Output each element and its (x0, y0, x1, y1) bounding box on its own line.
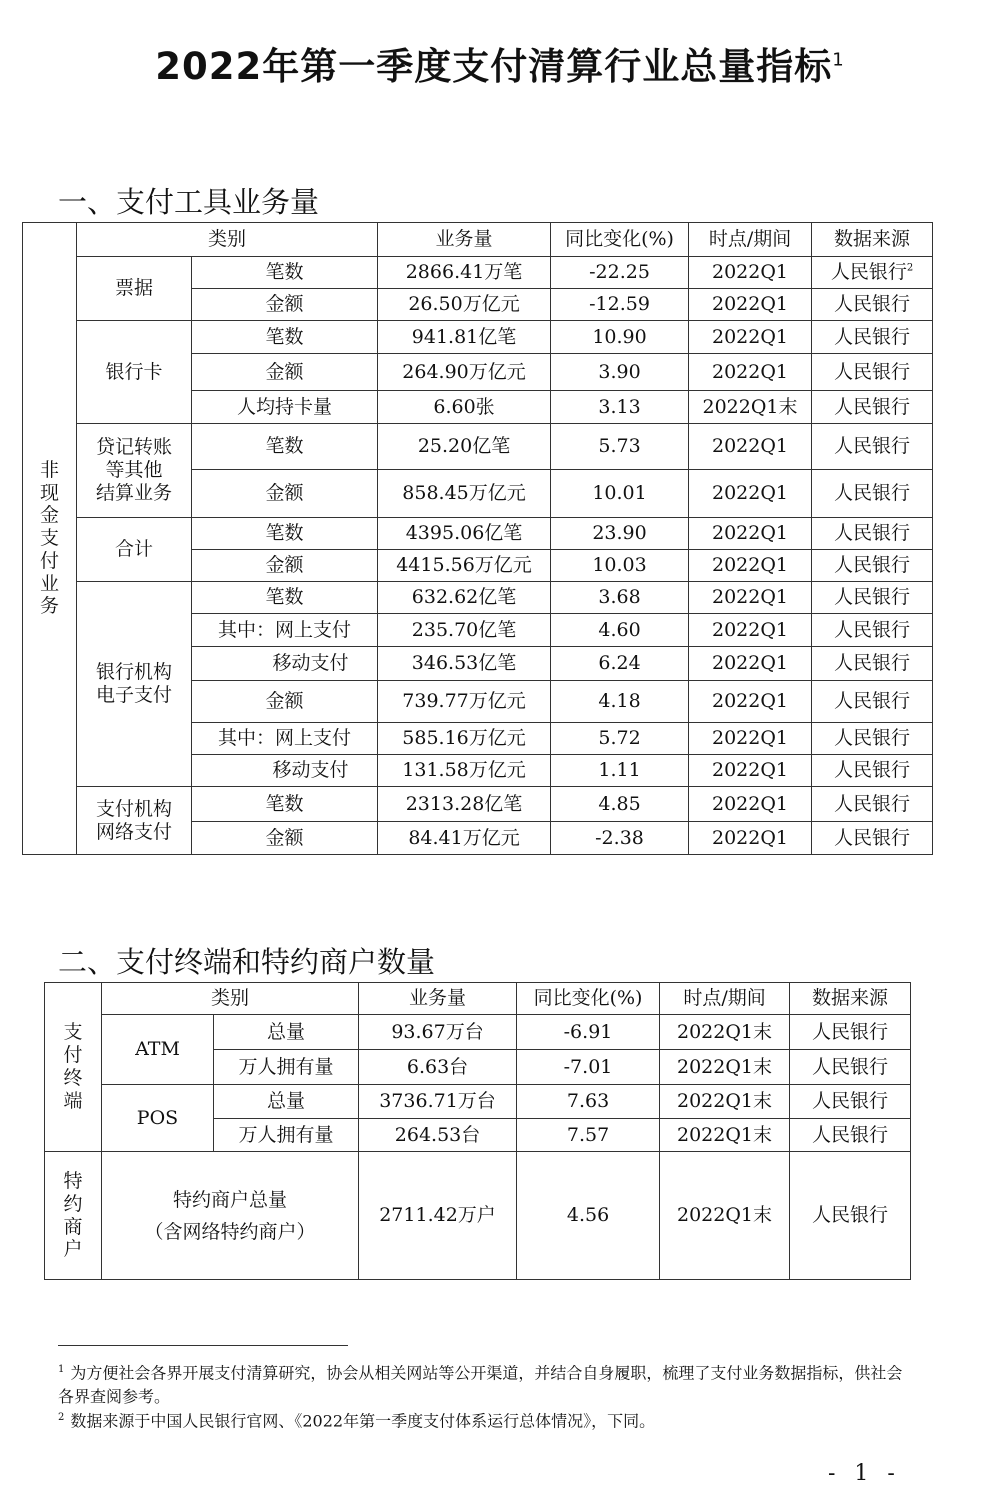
cell-volume: 585.16万亿元 (378, 723, 551, 755)
cell-source: 人民银行 (812, 582, 933, 614)
cell-period: 2022Q1 (689, 723, 812, 755)
table-header-row (45, 983, 911, 1015)
header-yoy: 同比变化(%) (517, 983, 660, 1015)
header-source: 数据来源 (812, 223, 933, 257)
page-title: 2022年第一季度支付清算行业总量指标$^1$ (155, 45, 845, 88)
cell-subcategory: 万人拥有量 (214, 1119, 359, 1152)
cell-yoy: 7.57 (517, 1119, 660, 1152)
header-category: 类别 (102, 983, 359, 1015)
cell-period: 2022Q1 (689, 518, 812, 550)
cell-yoy: -22.25 (551, 257, 689, 289)
group-label-non-cash-line: 现 (39, 481, 59, 504)
cell-period: 2022Q1 (689, 822, 812, 855)
group-label-merchants (45, 1152, 102, 1280)
cell-source: 人民银行 (812, 391, 933, 424)
cell-period: 2022Q1 (689, 470, 812, 518)
cell-period: 2022Q1末 (660, 1015, 790, 1050)
cell-source: 人民银行 (812, 518, 933, 550)
cell-subcategory: 金额 (192, 822, 378, 855)
group-label-non-cash-line: 付 (39, 549, 59, 572)
cell-subcategory: 笔数 (192, 257, 378, 289)
cell-volume: 6.63台 (359, 1050, 517, 1085)
group-label-merchants-line: 商 (63, 1215, 83, 1238)
cell-source: 人民银行 (812, 822, 933, 855)
group-label-terminals-line: 付 (63, 1044, 83, 1067)
footnote-1: $^1$ 为方便社会各界开展支付清算研究，协会从相关网站等公开渠道，并结合自身履职，梳理了支付业务数据指标，供社会各界查阅参考。 (58, 1363, 903, 1407)
category-network-payment (77, 787, 192, 855)
cell-source: 人民银行 (812, 755, 933, 787)
cell-yoy: 4.18 (551, 681, 689, 723)
cell-source: 人民银行 (790, 1152, 911, 1280)
group-label-merchants-line: 约 (63, 1192, 83, 1215)
merchant-total-label (102, 1152, 359, 1280)
cell-yoy: -2.38 (551, 822, 689, 855)
cell-source: 人民银行 (812, 723, 933, 755)
cell-source: 人民银行 (812, 681, 933, 723)
cell-source: 人民银行 (812, 614, 933, 647)
cell-yoy: 5.73 (551, 424, 689, 470)
cell-yoy: 4.85 (551, 787, 689, 822)
cell-subcategory: 其中：网上支付 (192, 723, 378, 755)
cell-source: 人民银行 (812, 354, 933, 391)
footnote-2: $^2$ 数据来源于中国人民银行官网、《2022年第一季度支付体系运行总体情况》，下同。 (58, 1411, 656, 1431)
merchant-label-line: （含网络特约商户） (144, 1220, 316, 1243)
cell-volume: 25.20亿笔 (378, 424, 551, 470)
cell-subcategory: 总量 (214, 1015, 359, 1050)
category-piaoju: 票据 (77, 257, 192, 321)
cell-period: 2022Q1 (689, 550, 812, 582)
table-row (23, 787, 933, 822)
cell-period: 2022Q1 (689, 787, 812, 822)
category-credit-transfer-line: 等其他 (105, 459, 163, 482)
cell-subcategory: 金额 (192, 681, 378, 723)
table-header-row (23, 223, 933, 257)
cell-source: 人民银行 (812, 424, 933, 470)
cell-period: 2022Q1 (689, 647, 812, 681)
cell-subcategory: 金额 (192, 289, 378, 321)
group-label-non-cash-line: 非 (39, 458, 59, 481)
header-volume: 业务量 (359, 983, 517, 1015)
cell-volume: 4395.06亿笔 (378, 518, 551, 550)
cell-source: 人民银行 (790, 1050, 911, 1085)
group-label-terminals-line: 端 (63, 1089, 83, 1112)
cell-yoy: 7.63 (517, 1085, 660, 1119)
cell-volume: 2866.41万笔 (378, 257, 551, 289)
category-bank-epayment-line: 银行机构 (95, 661, 172, 684)
group-label-merchants-line: 户 (63, 1238, 83, 1261)
cell-period: 2022Q1 (689, 681, 812, 723)
group-label-terminals (45, 983, 102, 1152)
cell-yoy: 10.01 (551, 470, 689, 518)
cell-yoy: 1.11 (551, 755, 689, 787)
cell-source: 人民银行 (790, 1085, 911, 1119)
cell-yoy: -6.91 (517, 1015, 660, 1050)
cell-source: 人民银行 (812, 550, 933, 582)
cell-volume: 131.58万亿元 (378, 755, 551, 787)
category-atm: ATM (102, 1015, 214, 1085)
category-credit-transfer (77, 424, 192, 518)
cell-period: 2022Q1 (689, 321, 812, 354)
cell-yoy: 3.90 (551, 354, 689, 391)
cell-yoy: 10.03 (551, 550, 689, 582)
group-label-non-cash-line: 支 (39, 527, 59, 550)
category-network-payment-line: 支付机构 (95, 797, 172, 820)
group-label-non-cash (23, 223, 77, 855)
group-label-non-cash-line: 务 (39, 595, 59, 618)
cell-volume: 6.60张 (378, 391, 551, 424)
cell-subcategory: 笔数 (192, 518, 378, 550)
category-total: 合计 (77, 518, 192, 582)
header-category: 类别 (77, 223, 378, 257)
cell-yoy: 4.56 (517, 1152, 660, 1280)
header-source: 数据来源 (790, 983, 911, 1015)
table-row (45, 1085, 911, 1119)
cell-volume: 3736.71万台 (359, 1085, 517, 1119)
cell-period: 2022Q1末 (660, 1085, 790, 1119)
cell-source: 人民银行 (812, 647, 933, 681)
table-row (23, 582, 933, 614)
cell-subcategory: 金额 (192, 470, 378, 518)
table-row (23, 424, 933, 470)
category-bank-epayment-line: 电子支付 (95, 684, 172, 706)
cell-subcategory: 人均持卡量 (192, 391, 378, 424)
cell-yoy: -12.59 (551, 289, 689, 321)
section1-heading: 一、支付工具业务量 (58, 185, 320, 219)
cell-yoy: 10.90 (551, 321, 689, 354)
cell-source: 人民银行 (812, 470, 933, 518)
cell-period: 2022Q1末 (660, 1119, 790, 1152)
cell-period: 2022Q1末 (660, 1152, 790, 1280)
cell-period: 2022Q1 (689, 289, 812, 321)
cell-source: 人民银行 (790, 1119, 911, 1152)
payment-tools-table (22, 222, 933, 855)
table-row (45, 1152, 911, 1280)
cell-subcategory: 万人拥有量 (214, 1050, 359, 1085)
cell-volume: 4415.56万亿元 (378, 550, 551, 582)
terminals-merchants-table (44, 982, 911, 1280)
group-label-terminals-line: 终 (63, 1067, 83, 1089)
cell-yoy: 6.24 (551, 647, 689, 681)
merchant-label-line: 特约商户总量 (173, 1188, 288, 1211)
group-label-non-cash-line: 金 (39, 504, 59, 527)
cell-subcategory: 笔数 (192, 321, 378, 354)
group-label-terminals-line: 支 (63, 1021, 83, 1044)
cell-yoy: 4.60 (551, 614, 689, 647)
cell-period: 2022Q1 (689, 755, 812, 787)
category-pos: POS (102, 1085, 214, 1152)
header-yoy: 同比变化(%) (551, 223, 689, 257)
title-footnote-ref: 1 (832, 49, 845, 71)
cell-yoy: 3.13 (551, 391, 689, 424)
cell-volume: 93.67万台 (359, 1015, 517, 1050)
category-credit-transfer-line: 结算业务 (95, 481, 172, 504)
group-label-non-cash-line: 业 (39, 572, 59, 595)
cell-period: 2022Q1末 (689, 391, 812, 424)
cell-period: 2022Q1 (689, 354, 812, 391)
cell-source: 人民银行 (812, 321, 933, 354)
cell-volume: 346.53亿笔 (378, 647, 551, 681)
category-network-payment-line: 网络支付 (95, 820, 172, 843)
cell-period: 2022Q1末 (660, 1050, 790, 1085)
table-row (23, 257, 933, 289)
cell-volume: 739.77万亿元 (378, 681, 551, 723)
table-row (23, 518, 933, 550)
cell-subcategory: 笔数 (192, 582, 378, 614)
cell-volume: 26.50万亿元 (378, 289, 551, 321)
category-bank-epayment (77, 582, 192, 787)
cell-period: 2022Q1 (689, 424, 812, 470)
cell-source: 人民银行 (790, 1015, 911, 1050)
cell-yoy: 5.72 (551, 723, 689, 755)
page-number: - 1 - (828, 1461, 901, 1486)
cell-subcategory: 移动支付 (192, 755, 378, 787)
cell-subcategory: 其中：网上支付 (192, 614, 378, 647)
table-row (45, 1015, 911, 1050)
cell-subcategory: 移动支付 (192, 647, 378, 681)
table-row (23, 321, 933, 354)
cell-subcategory: 金额 (192, 354, 378, 391)
cell-subcategory: 金额 (192, 550, 378, 582)
cell-volume: 84.41万亿元 (378, 822, 551, 855)
cell-volume: 264.53台 (359, 1119, 517, 1152)
cell-source: 人民银行 (812, 289, 933, 321)
cell-volume: 235.70亿笔 (378, 614, 551, 647)
cell-yoy: -7.01 (517, 1050, 660, 1085)
source-footnote-ref: 2 (906, 262, 914, 274)
header-volume: 业务量 (378, 223, 551, 257)
cell-volume: 264.90万亿元 (378, 354, 551, 391)
footnote-divider (58, 1345, 348, 1346)
cell-source: 人民银行 (812, 787, 933, 822)
cell-period: 2022Q1 (689, 257, 812, 289)
category-credit-transfer-line: 贷记转账 (95, 436, 172, 459)
cell-subcategory: 笔数 (192, 424, 378, 470)
cell-volume: 2711.42万户 (359, 1152, 517, 1280)
cell-volume: 632.62亿笔 (378, 582, 551, 614)
cell-subcategory: 总量 (214, 1085, 359, 1119)
cell-subcategory: 笔数 (192, 787, 378, 822)
cell-yoy: 3.68 (551, 582, 689, 614)
cell-yoy: 23.90 (551, 518, 689, 550)
cell-volume: 858.45万亿元 (378, 470, 551, 518)
category-bank-card: 银行卡 (77, 321, 192, 424)
cell-volume: 941.81亿笔 (378, 321, 551, 354)
header-period: 时点/期间 (660, 983, 790, 1015)
cell-source: 人民银行$^2$ (812, 257, 933, 289)
group-label-merchants-line: 特 (63, 1169, 83, 1192)
cell-period: 2022Q1 (689, 582, 812, 614)
section2-heading: 二、支付终端和特约商户数量 (58, 945, 436, 979)
cell-period: 2022Q1 (689, 614, 812, 647)
cell-volume: 2313.28亿笔 (378, 787, 551, 822)
header-period: 时点/期间 (689, 223, 812, 257)
